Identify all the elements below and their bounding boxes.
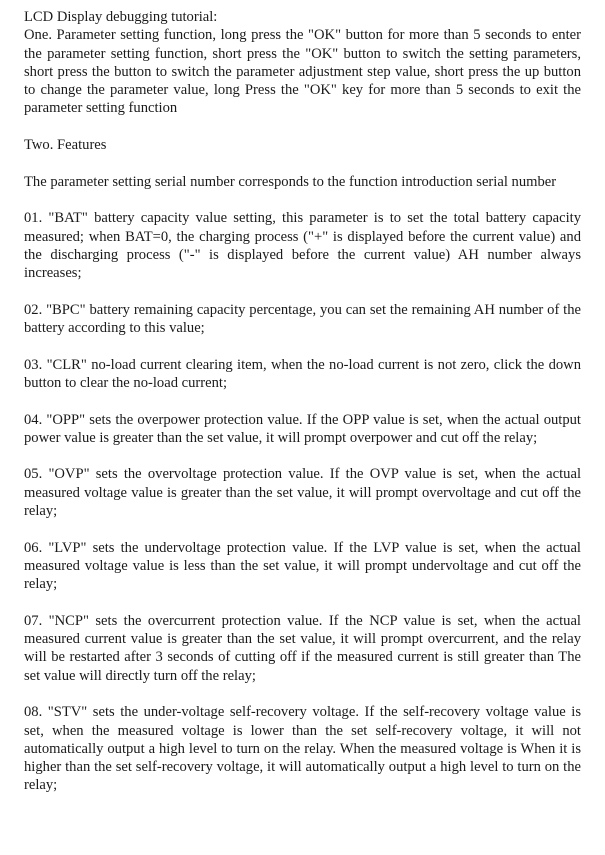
feature-item-opp: 04. "OPP" sets the overpower protection value. If the OPP value is set, when the actual output power value is greater than the set value, it will prompt overpower and cut off the relay; <box>24 411 581 446</box>
spacer <box>24 520 581 538</box>
spacer <box>24 447 581 465</box>
feature-item-bpc: 02. "BPC" battery remaining capacity percentage, you can set the remaining AH number of the battery according to this value; <box>24 301 581 337</box>
spacer <box>24 118 581 136</box>
spacer <box>24 154 581 172</box>
spacer <box>24 282 581 300</box>
feature-item-ovp: 05. "OVP" sets the overvoltage protection value. If the OVP value is set, when the actual measured voltage value is greater than the set value, it will prompt overvoltage and cut off the relay; <box>24 466 581 520</box>
spacer <box>24 191 581 209</box>
feature-item-bat: 01. "BAT" battery capacity value setting, this parameter is to set the total battery capacity measured; when BAT=0, the charging process ("+" is displayed before the current value) and the discharging process ("-" is displayed before the current value) AH number always increases; <box>24 210 581 282</box>
feature-item-lvp: 06. "LVP" sets the undervoltage protection value. If the LVP value is set, when the actual measured voltage value is less than the set value, it will prompt undervoltage and cut off the relay; <box>24 539 581 593</box>
feature-item-stv: 08. "STV" sets the under-voltage self-recovery voltage. If the self-recovery voltage value is set, when the measured voltage is lower than the set self-recovery voltage, it will not automatically output a high level to turn on the relay. When the measured voltage is When it is higher than the set self-recovery voltage, it will automatically output a high level to turn on the relay; <box>24 704 581 794</box>
spacer <box>24 594 581 612</box>
spacer <box>24 685 581 703</box>
section-one-text: One. Parameter setting function, long press the "OK" button for more than 5 seconds to enter the parameter setting function, short press the "OK" button to switch the setting parameters, short press the button to switch the parameter adjustment step value, short press the up button to change the parameter value, long Press the "OK" key for more than 5 seconds to exit the parameter setting function <box>24 27 581 117</box>
document-title: LCD Display debugging tutorial: <box>24 9 218 25</box>
spacer <box>24 337 581 355</box>
document-body <box>24 8 581 795</box>
feature-item-ncp: 07. "NCP" sets the overcurrent protection value. If the NCP value is set, when the actual measured current value is greater than the set value, it will prompt overcurrent, and the relay will be restarted after 3 seconds of cutting off if the measured current is still greater than The set value will directly turn off the relay; <box>24 612 581 684</box>
section-two-heading: Two. Features <box>24 137 107 154</box>
intro-text: The parameter setting serial number corresponds to the function introduction serial number <box>24 173 557 190</box>
spacer <box>24 392 581 410</box>
feature-item-clr: 03. "CLR" no-load current clearing item, when the no-load current is not zero, click the down button to clear the no-load current; <box>24 356 581 391</box>
